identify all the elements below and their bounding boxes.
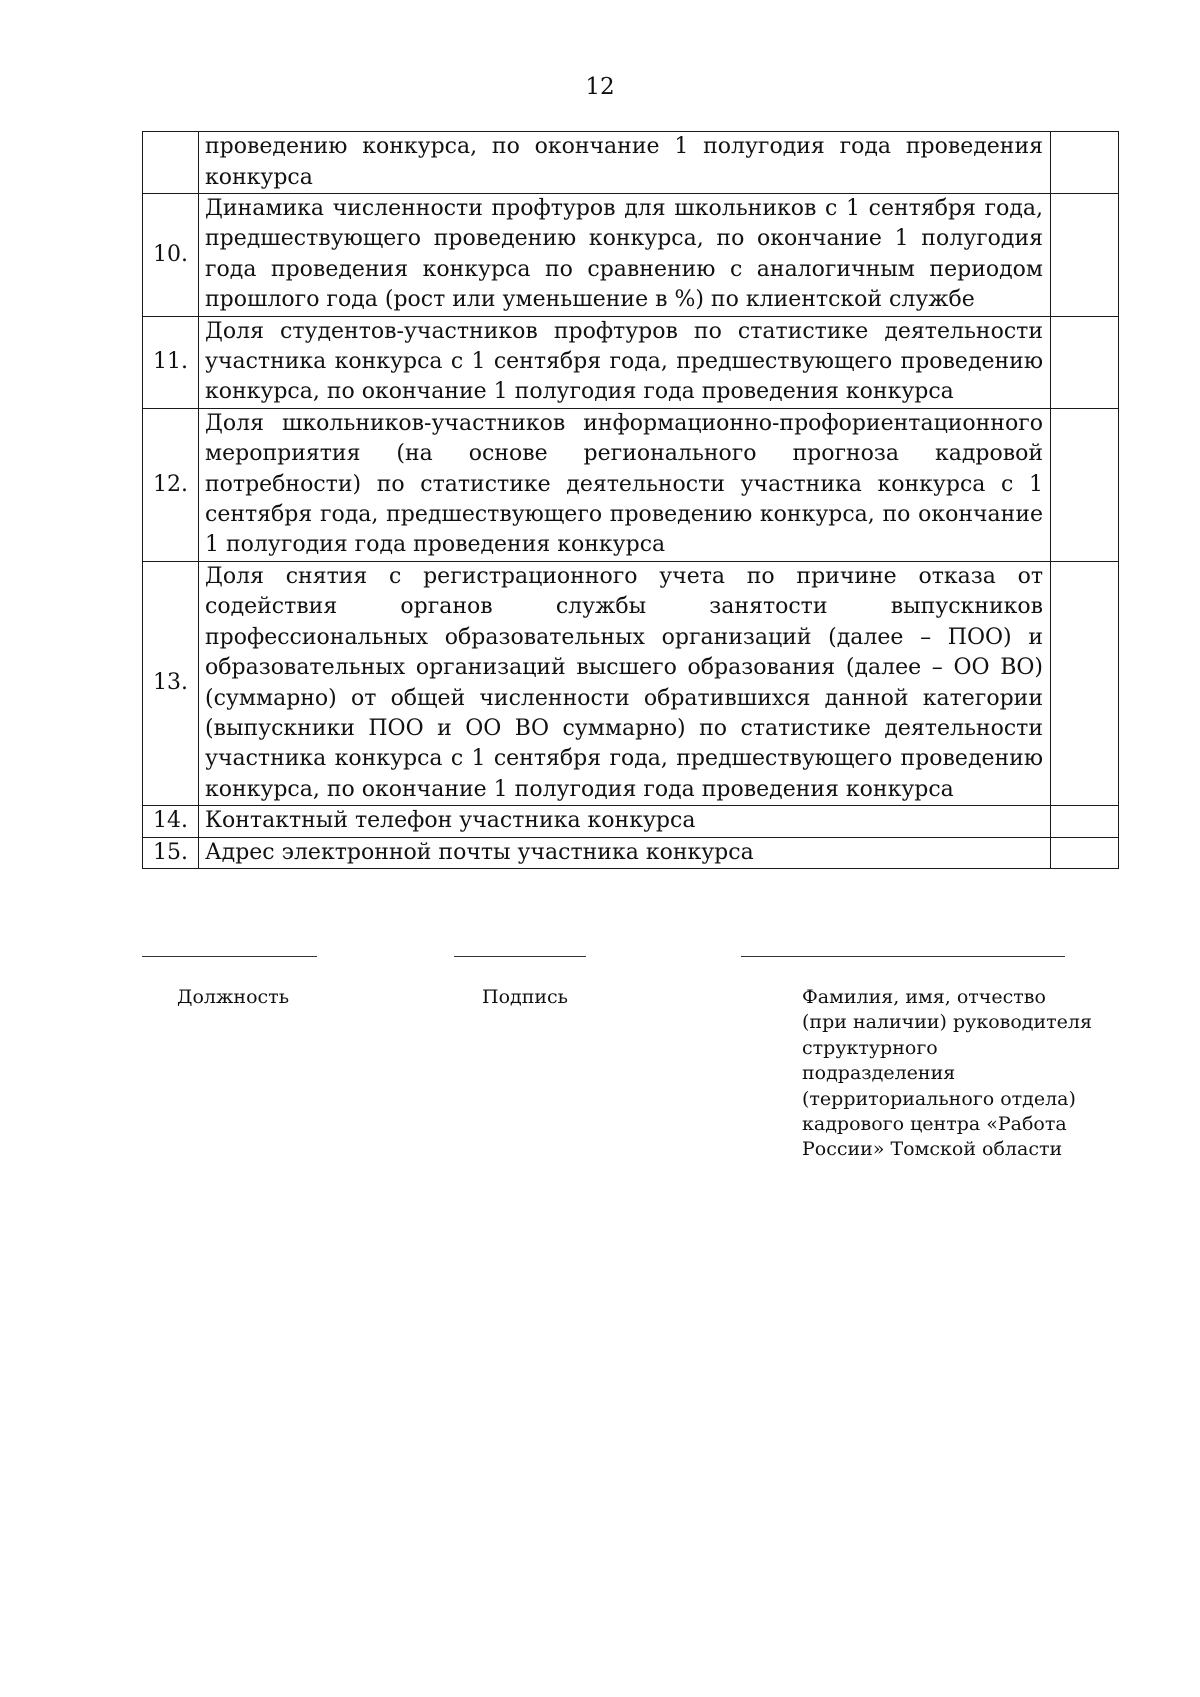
signature-label: Подпись	[482, 986, 569, 1008]
value-cell	[1051, 837, 1119, 868]
criterion-text: Динамика численности профтуров для школьников с 1 сентября года, предшествующего проведению конкурса, по окончание 1 полугодия года проведения конкурса по сравнению с аналогичным периодом прошлого года (рост или уменьшение в %) по клиентской службе	[199, 194, 1051, 317]
criteria-table	[142, 131, 1119, 869]
position-label: Должность	[177, 986, 290, 1008]
criterion-text: Доля школьников-участников информационно-профориентационного мероприятия (на основе регионального прогноза кадровой потребности) по статистике деятельности участника конкурса с 1 сентября года, предшествующего проведению конкурса, по окончание 1 полугодия года проведения конкурса	[199, 408, 1051, 561]
row-number: 12.	[143, 408, 199, 561]
table-row	[143, 408, 1119, 561]
criterion-text: Доля студентов-участников профтуров по статистике деятельности участника конкурса с 1 сентября года, предшествующего проведению конкурса, по окончание 1 полугодия года проведения конкурса	[199, 316, 1051, 408]
row-number: 14.	[143, 806, 199, 837]
value-cell	[1051, 806, 1119, 837]
page-number: 12	[585, 74, 615, 100]
value-cell	[1051, 561, 1119, 805]
criterion-text: Адрес электронной почты участника конкурса	[199, 837, 1051, 868]
row-number	[143, 132, 199, 194]
name-signature-line	[741, 956, 1065, 957]
value-cell	[1051, 408, 1119, 561]
value-cell	[1051, 194, 1119, 317]
table-row	[143, 132, 1119, 194]
criterion-text: проведению конкурса, по окончание 1 полугодия года проведения конкурса	[199, 132, 1051, 194]
name-label: Фамилия, имя, отчество (при наличии) руководителя структурного подразделения (территориального отдела) кадрового центра «Работа России» Томской области	[802, 986, 1092, 1161]
criterion-text: Доля снятия с регистрационного учета по причине отказа от содействия органов службы занятости выпускников профессиональных образовательных организаций (далее – ПОО) и образовательных организаций высшего образования (далее – ОО ВО) (суммарно) от общей численности обратившихся данной категории (выпускники ПОО и ОО ВО суммарно) по статистике деятельности участника конкурса с 1 сентября года, предшествующего проведению конкурса, по окончание 1 полугодия года проведения конкурса	[199, 561, 1051, 805]
signature-line	[454, 956, 586, 957]
criterion-text: Контактный телефон участника конкурса	[199, 806, 1051, 837]
value-cell	[1051, 316, 1119, 408]
row-number: 13.	[143, 561, 199, 805]
position-signature-line	[142, 956, 317, 957]
row-number: 10.	[143, 194, 199, 317]
table-row	[143, 316, 1119, 408]
value-cell	[1051, 132, 1119, 194]
row-number: 11.	[143, 316, 199, 408]
table-row	[143, 194, 1119, 317]
table-row	[143, 837, 1119, 868]
row-number: 15.	[143, 837, 199, 868]
table-row	[143, 806, 1119, 837]
table-row	[143, 561, 1119, 805]
